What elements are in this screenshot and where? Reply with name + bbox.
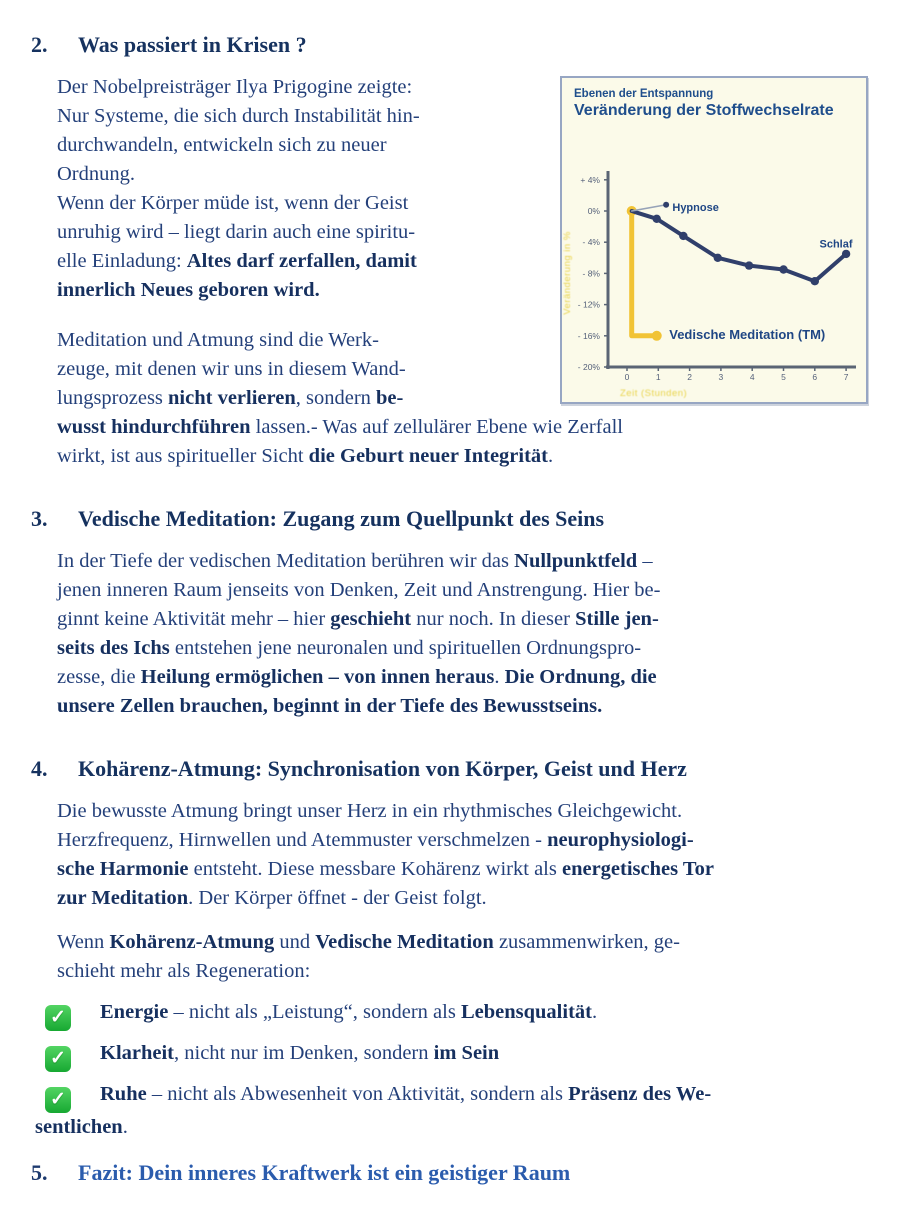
text: entstehen jene neuronalen und spirituellen Ordnungspro-: [169, 637, 642, 659]
text: Ordnung.: [57, 163, 136, 185]
section-2-body: [31, 73, 868, 471]
bold-text: Energie: [100, 1001, 169, 1023]
text-line: [57, 605, 868, 634]
x-tick-label: 0: [624, 372, 630, 382]
text: Wenn: [57, 931, 110, 953]
y-axis-caption: Veränderung in %: [562, 231, 573, 315]
text: lassen.- Was auf zellulärer Ebene wie Zerfall: [250, 416, 623, 438]
chart-series-line: [632, 205, 666, 211]
text: Meditation und Atmung sind die Werk-: [57, 329, 379, 351]
text-line: [57, 547, 868, 576]
bold-text: zur Meditation: [57, 887, 189, 909]
text: . Der Körper öffnet - der Geist folgt.: [188, 887, 487, 909]
paragraph-zusammenwirken: [57, 928, 868, 986]
y-tick-label: - 8%: [582, 268, 600, 279]
y-tick-label: - 4%: [582, 237, 600, 248]
text-line: [57, 692, 868, 721]
text-line: [57, 826, 868, 855]
text: –: [637, 550, 653, 572]
text: entsteht. Diese messbare Kohärenz wirkt als: [188, 858, 562, 880]
chart-marker: [653, 215, 661, 223]
section-number: 4.: [31, 756, 48, 781]
section-title: Vedische Meditation: Zugang zum Quellpunkt des Seins: [78, 506, 605, 531]
text: ginnt keine Aktivität mehr – hier: [57, 608, 331, 630]
checkmark-icon: ✓: [45, 1087, 71, 1113]
bold-text: Vedische Meditation: [315, 931, 494, 953]
section-number: 5.: [31, 1160, 48, 1185]
text: .: [494, 666, 505, 688]
text: – nicht als Abwesenheit von Aktivität, sondern als: [146, 1083, 569, 1105]
text: zusammenwirken, ge-: [493, 931, 680, 953]
x-tick-label: 7: [843, 372, 849, 382]
check-item-ruhe: [35, 1080, 868, 1142]
paragraph-nullpunktfeld: [57, 547, 868, 721]
text: schieht mehr als Regeneration:: [57, 960, 311, 982]
text: Wenn der Körper müde ist, wenn der Geist: [57, 192, 409, 214]
text: .: [548, 445, 554, 467]
benefits-checklist: [35, 998, 868, 1142]
chart-svg: [562, 78, 866, 400]
chart-marker: [663, 202, 669, 208]
text-line: [57, 957, 868, 986]
section-title: Was passiert in Krisen ?: [78, 32, 307, 57]
section-heading-2: [31, 30, 868, 59]
bold-text: Präsenz des We-: [568, 1083, 712, 1105]
text-line: [57, 413, 868, 442]
chart-annotation: Vedische Meditation (TM): [669, 327, 826, 343]
check-item-text: [100, 1042, 499, 1064]
chart-marker: [745, 261, 753, 269]
bold-text: wusst hindurchführen: [57, 416, 251, 438]
bold-text: Kohärenz-Atmung: [109, 931, 275, 953]
bold-text: Heilung ermöglichen – von innen heraus: [140, 666, 495, 688]
section-heading-4: [31, 754, 868, 783]
bold-text: unsere Zellen brauchen, beginnt in der Tiefe des Bewusstseins.: [57, 695, 603, 717]
y-tick-label: + 4%: [580, 174, 600, 185]
chart-marker: [714, 254, 722, 262]
section-title: Kohärenz-Atmung: Synchronisation von Körper, Geist und Herz: [78, 756, 687, 781]
chart-title: Veränderung der Stoffwechselrate: [574, 102, 834, 119]
text: In der Tiefe der vedischen Meditation berühren wir das: [57, 550, 515, 572]
text: Herzfrequenz, Hirnwellen und Atemmuster verschmelzen -: [57, 829, 548, 851]
x-tick-label: 2: [687, 372, 692, 382]
chart-annotation: Hypnose: [672, 201, 719, 214]
bold-text: Ruhe: [100, 1083, 147, 1105]
text: Der Nobelpreisträger Ilya Prigogine zeigte:: [57, 76, 413, 98]
text-line: [57, 576, 868, 605]
bold-text: neurophysiologi-: [547, 829, 694, 851]
text-line: [57, 663, 868, 692]
text: unruhig wird – liegt darin auch eine spiritu-: [57, 221, 416, 243]
bold-text: Die Ordnung, die: [504, 666, 657, 688]
text: durchwandeln, entwickeln sich zu neuer: [57, 134, 387, 156]
y-tick-label: - 12%: [577, 299, 600, 310]
bold-text: sentlichen: [35, 1116, 123, 1138]
y-tick-label: - 16%: [577, 330, 600, 341]
chart-marker: [652, 331, 662, 341]
chart-header: [574, 88, 834, 120]
text: wirkt, ist aus spiritueller Sicht: [57, 445, 309, 467]
bold-text: innerlich Neues geboren wird.: [57, 279, 320, 301]
y-tick-label: 0%: [587, 206, 600, 216]
text: Die bewusste Atmung bringt unser Herz in ein rhythmisches Gleichgewicht.: [57, 800, 683, 822]
section-heading-5: [31, 1158, 868, 1187]
chart-marker: [842, 250, 850, 258]
chart-subtitle: Ebenen der Entspannung: [574, 88, 714, 100]
text: zesse, die: [57, 666, 141, 688]
text: nur noch. In dieser: [411, 608, 576, 630]
text: und: [274, 931, 316, 953]
text: elle Einladung:: [57, 250, 187, 272]
check-item-klarheit: [35, 1039, 868, 1072]
bold-text: Klarheit: [100, 1042, 175, 1064]
bold-text: seits des Ichs: [57, 637, 170, 659]
check-item-energie: [35, 998, 868, 1031]
bold-text: Lebensqualität: [460, 1001, 592, 1023]
chart-series-line: [632, 211, 846, 281]
paragraph-kohaerenz: [57, 797, 868, 913]
section-number: 2.: [31, 32, 48, 57]
chart-annotation: Schlaf: [819, 238, 853, 251]
checkmark-icon: ✓: [45, 1046, 71, 1072]
bold-text: die Geburt neuer Integrität: [308, 445, 548, 467]
bold-text: im Sein: [433, 1042, 500, 1064]
text: jenen inneren Raum jenseits von Denken, Zeit und Anstrengung. Hier be-: [57, 579, 661, 601]
section-heading-3: [31, 504, 868, 533]
bold-text: sche Harmonie: [57, 858, 189, 880]
bold-text: be-: [376, 387, 404, 409]
text: , sondern: [295, 387, 377, 409]
x-tick-label: 1: [655, 372, 661, 382]
x-axis-caption: Zeit (Stunden): [620, 388, 688, 399]
bold-text: Altes darf zerfallen, damit: [186, 250, 417, 272]
bold-text: geschieht: [330, 608, 412, 630]
section-title: Fazit: Dein inneres Kraftwerk ist ein geistiger Raum: [78, 1160, 571, 1185]
section-number: 3.: [31, 506, 48, 531]
y-tick-label: - 20%: [577, 362, 600, 372]
text: zeuge, mit denen wir uns in diesem Wand-: [57, 358, 406, 380]
check-item-text: [100, 1001, 597, 1023]
text-line: [57, 634, 868, 663]
x-tick-label: 4: [749, 372, 755, 382]
chart-marker: [679, 232, 687, 240]
text: – nicht als „Leistung“, sondern als: [168, 1001, 461, 1023]
text-line: [57, 442, 868, 471]
x-tick-label: 5: [781, 372, 786, 382]
text-line: [57, 855, 868, 884]
text: lungsprozess: [57, 387, 169, 409]
bold-text: nicht verlieren: [168, 387, 296, 409]
text-line: [57, 928, 868, 957]
x-tick-label: 6: [812, 372, 818, 382]
chart-marker: [779, 265, 787, 273]
chart-series-line: [632, 211, 657, 336]
metabolic-rate-chart: [560, 76, 868, 404]
bold-text: energetisches Tor: [561, 858, 714, 880]
text: Nur Systeme, die sich durch Instabilität hin-: [57, 105, 420, 127]
text-line: [57, 884, 868, 913]
bold-text: Nullpunktfeld: [514, 550, 638, 572]
text: , nicht nur im Denken, sondern: [174, 1042, 434, 1064]
checkmark-icon: ✓: [45, 1005, 71, 1031]
text: .: [591, 1001, 598, 1023]
x-tick-label: 3: [718, 372, 724, 382]
text-line: [57, 797, 868, 826]
check-item-text: [35, 1083, 711, 1138]
bold-text: Stille jen-: [575, 608, 659, 630]
text: .: [122, 1116, 128, 1138]
chart-marker: [811, 277, 819, 285]
